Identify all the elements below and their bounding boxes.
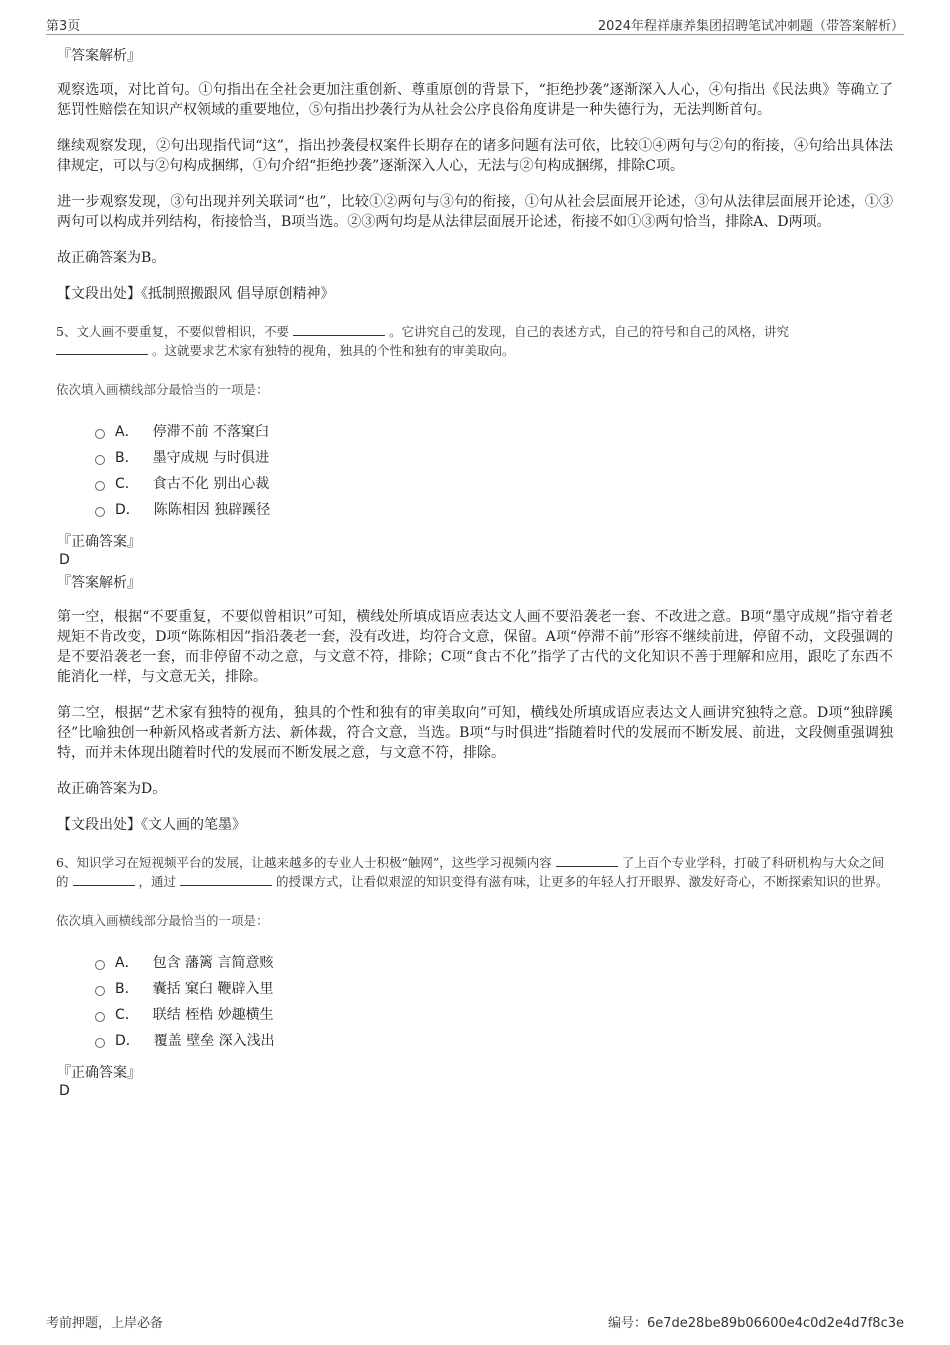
document-code: 编号：6e7de28be89b06600e4c0d2e4d7f8c3e	[608, 1316, 904, 1331]
correct-answer: D	[59, 552, 70, 568]
question-prompt: 依次填入画横线部分最恰当的一项是：	[56, 913, 269, 928]
question-prompt: 依次填入画横线部分最恰当的一项是：	[56, 382, 269, 397]
analysis-paragraph: 第一空，根据“不要重复，不要似曾相识”可知，横线处所填成语应表达文人画不要沿袭老一套、不改进之意。B项“墨守成规”指守着老规矩不肯改变，D项“陈陈相因”指沿袭老一套，没有改进，均符合文意，保留。A项“停滞不前”形容不继续前进，停留不动，文段强调的是不要沿袭老一套，而非停留不动之意，与文意不符，排除；C项“食古不化”指学了古代的文化知识不善于理解和应用，跟吃了东西不能消化一样，与文意无关，排除。	[57, 609, 893, 685]
analysis-paragraph: 观察选项，对比首句。①句指出在全社会更加注重创新、尊重原创的背景下，“拒绝抄袭”逐渐深入人心，④句指出《民法典》等确立了惩罚性赔偿在知识产权领域的重要地位，⑤句指出抄袭行为从社会公序良俗角度讲是一种失德行为，无法判断首句。	[57, 82, 893, 118]
radio-button[interactable]	[95, 960, 105, 970]
option-d[interactable]: D． 覆盖 壁垒 深入浅出	[95, 1028, 893, 1054]
option-c[interactable]: C． 联结 桎梏 妙趣横生	[95, 1002, 893, 1028]
radio-button[interactable]	[95, 1012, 105, 1022]
footer-slogan: 考前押题，上岸必备	[46, 1316, 164, 1331]
page-header	[46, 12, 904, 35]
fill-blank	[56, 342, 148, 355]
analysis-paragraph: 进一步观察发现，③句出现并列关联词“也”，比较①②两句与③句的衔接，①句从社会层面展开论述，③句从法律层面展开论述，①③两句可以构成并列结构，衔接恰当，B项当选。②③两句均是从法律层面展开论述，衔接不如①③两句恰当，排除A、D两项。	[57, 194, 893, 230]
fill-blank	[293, 323, 385, 336]
analysis-paragraph: 第二空，根据“艺术家有独特的视角，独具的个性和独有的审美取向”可知，横线处所填成语应表达文人画讲究独特之意。D项“独辟蹊径”比喻独创一种新风格或者新方法、新体裁，符合文意，当选。B项“与时俱进”指随着时代的发展而不断发展、前进，文段侧重强调独特，而并未体现出随着时代的发展而不断发展之意，与文意不符，排除。	[57, 705, 893, 761]
radio-button[interactable]	[95, 429, 105, 439]
question-6-text: 6、知识学习在短视频平台的发展，让越来越多的专业人士积极“触网”，这些学习视频内容 了上百个专业学科，打破了科研机构与大众之间的 ，通过 的授课方式，让看似艰涩的知识变得有滋有味，让更多的年轻人打开眼界、激发好奇心，不断探索知识的世界。	[56, 855, 889, 889]
option-a[interactable]: A． 停滞不前 不落窠臼	[95, 419, 893, 445]
question-6-options	[95, 950, 893, 1054]
question-5-text: 5、文人画不要重复，不要似曾相识，不要 。它讲究自己的发现，自己的表述方式，自己的符号和自己的风格，讲究 。这就要求艺术家有独特的视角，独具的个性和独有的审美取向。	[56, 324, 789, 358]
option-c[interactable]: C． 食古不化 别出心裁	[95, 471, 893, 497]
radio-button[interactable]	[95, 481, 105, 491]
radio-button[interactable]	[95, 986, 105, 996]
answer-conclusion: 故正确答案为D。	[57, 781, 167, 797]
option-a[interactable]: A． 包含 藩篱 言简意赅	[95, 950, 893, 976]
analysis-label: 『答案解析』	[57, 48, 141, 64]
page-content	[57, 46, 893, 1104]
fill-blank	[556, 854, 618, 867]
passage-source: 【文段出处】《抵制照搬跟风 倡导原创精神》	[57, 286, 335, 302]
radio-button[interactable]	[95, 455, 105, 465]
passage-source: 【文段出处】《文人画的笔墨》	[57, 817, 246, 833]
option-d[interactable]: D． 陈陈相因 独辟蹊径	[95, 497, 893, 523]
fill-blank	[73, 873, 135, 886]
radio-button[interactable]	[95, 507, 105, 517]
correct-answer-label: 『正确答案』	[57, 534, 141, 550]
document-title: 2024年程祥康养集团招聘笔试冲刺题（带答案解析）	[597, 19, 904, 34]
question-5-options	[95, 419, 893, 523]
page-footer	[46, 1312, 904, 1334]
correct-answer: D	[59, 1083, 70, 1099]
correct-answer-label: 『正确答案』	[57, 1065, 141, 1081]
analysis-label: 『答案解析』	[57, 575, 141, 591]
option-b[interactable]: B． 囊括 窠臼 鞭辟入里	[95, 976, 893, 1002]
radio-button[interactable]	[95, 1038, 105, 1048]
analysis-paragraph: 继续观察发现，②句出现指代词“这”，指出抄袭侵权案件长期存在的诸多问题有法可依，比较①④两句与②句的衔接，④句给出具体法律规定，可以与②句构成捆绑，①句介绍“拒绝抄袭”逐渐深入人心，无法与②句构成捆绑，排除C项。	[57, 138, 893, 174]
page-number: 第3页	[46, 19, 81, 34]
answer-conclusion: 故正确答案为B。	[57, 250, 166, 266]
option-b[interactable]: B． 墨守成规 与时俱进	[95, 445, 893, 471]
fill-blank	[180, 873, 272, 886]
